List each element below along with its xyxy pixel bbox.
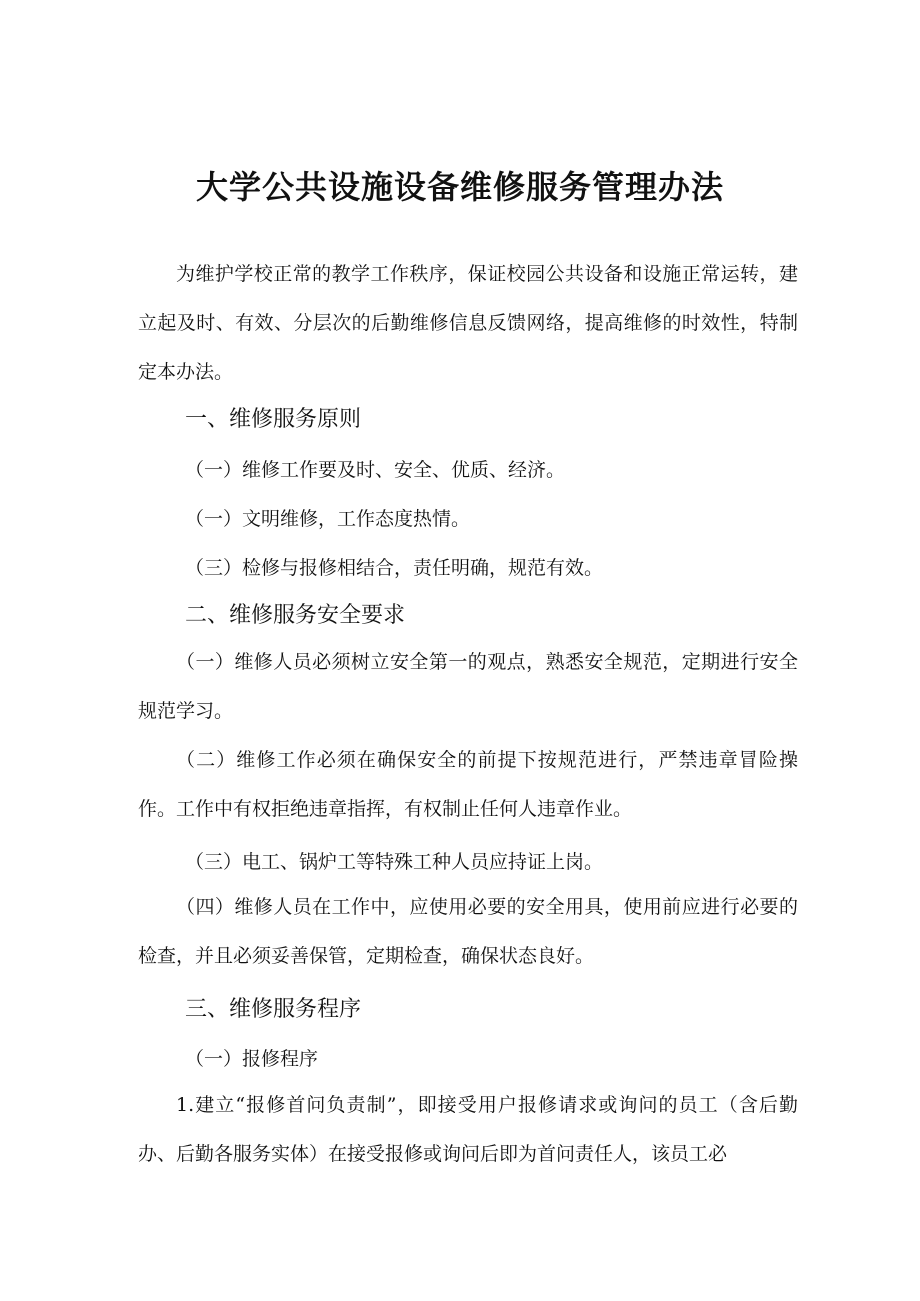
section2-item-2: （二）维修工作必须在确保安全的前提下按规范进行，严禁违章冒险操作。工作中有权拒绝违章指挥，有权制止任何人违章作业。 xyxy=(138,749,798,820)
section1-heading: 一、维修服务原则 xyxy=(185,407,362,432)
section1-item-1: （一）维修工作要及时、安全、优质、经济。 xyxy=(185,459,566,481)
section1-item-3: （三）检修与报修相结合，责任明确，规范有效。 xyxy=(185,557,604,579)
section3-item-1: 1.建立“报修首问负责制”，即接受用户报修请求或询问的员工（含后勤办、后勤各服务实体）在接受报修或询问后即为首问责任人，该员工必 xyxy=(138,1094,798,1165)
section2-item-3: （三）电工、锅炉工等特殊工种人员应持证上岗。 xyxy=(185,851,604,873)
intro-paragraph: 为维护学校正常的教学工作秩序，保证校园公共设备和设施正常运转，建立起及时、有效、分层次的后勤维修信息反馈网络，提高维修的时效性，特制定本办法。 xyxy=(138,263,798,383)
section3-heading: 三、维修服务程序 xyxy=(185,997,362,1022)
section2-item-4: （四）维修人员在工作中，应使用必要的安全用具，使用前应进行必要的检查，并且必须妥善保管，定期检查，确保状态良好。 xyxy=(138,896,798,967)
section3-subheading: （一）报修程序 xyxy=(185,1048,319,1070)
section2-item-1: （一）维修人员必须树立安全第一的观点，熟悉安全规范，定期进行安全规范学习。 xyxy=(138,651,798,722)
section2-heading: 二、维修服务安全要求 xyxy=(185,603,406,628)
document-title: 大学公共设施设备维修服务管理办法 xyxy=(195,168,724,206)
section1-item-2: （一）文明维修，工作态度热情。 xyxy=(185,508,471,530)
